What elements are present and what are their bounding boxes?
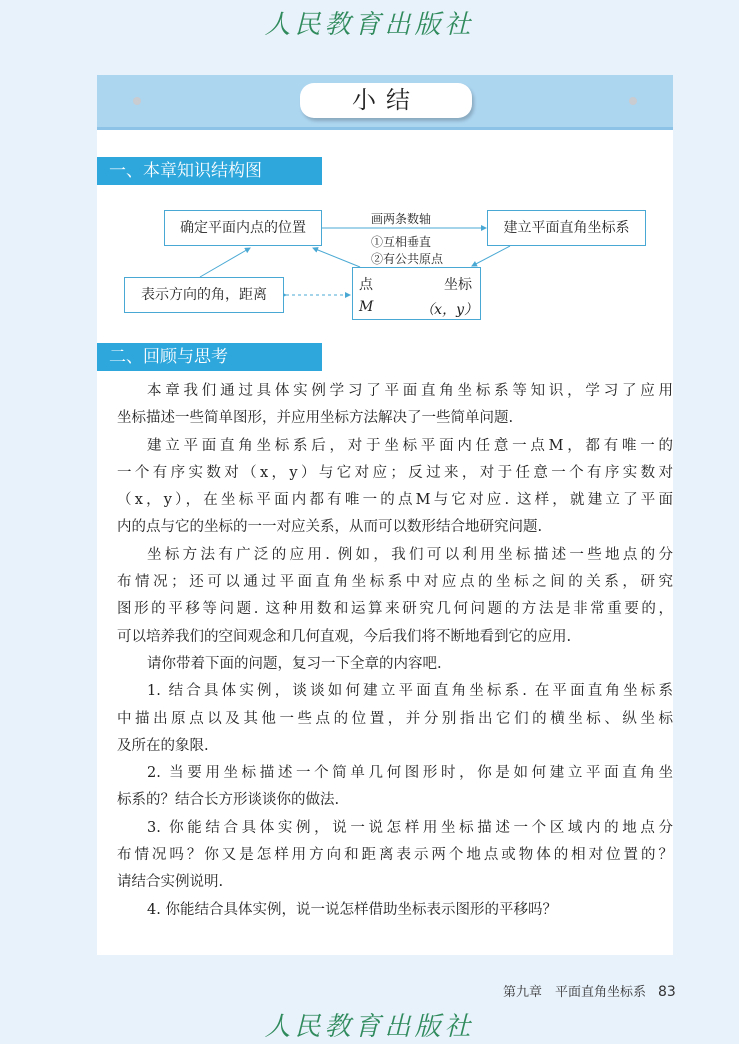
- text-line: 建立平面直角坐标系后，对于坐标平面内任意一点M，都有唯一的: [147, 437, 673, 454]
- diagram-arrows: [0, 0, 739, 400]
- box-point-coordinate: [352, 267, 481, 320]
- axis-label: 画两条数轴: [371, 212, 432, 226]
- text-line: 内的点与它的坐标的一一对应关系，从而可以数形结合地研究问题.: [117, 519, 543, 536]
- text-line: 4. 你能结合具体实例，说一说怎样借助坐标表示图形的平移吗？: [147, 901, 557, 918]
- section-heading: 一、本章知识结构图: [97, 157, 322, 185]
- publisher-logo: 人民教育出版社: [264, 1012, 475, 1042]
- text-line: 中描出原点以及其他一些点的位置，并分别指出它们的横坐标、纵坐标: [117, 710, 673, 727]
- point-label: 点: [359, 277, 373, 293]
- text-line: 可以培养我们的空间观念和几何直观，今后我们将不断地看到它的应用.: [117, 628, 572, 645]
- coord-label: 坐标: [444, 277, 472, 293]
- condition-2: ②有公共原点: [371, 252, 444, 266]
- review-text: [117, 378, 673, 924]
- text-line: 请你带着下面的问题，复习一下全章的内容吧.: [147, 655, 442, 672]
- text-line: 标系的？结合长方形谈谈你的做法.: [117, 792, 340, 809]
- box-position: 确定平面内点的位置: [164, 210, 322, 246]
- arrow: [472, 246, 510, 266]
- text-line: 2. 当要用坐标描述一个简单几何图形时，你是如何建立平面直角坐: [147, 765, 673, 782]
- text-line: 本章我们通过具体实例学习了平面直角坐标系等知识，学习了应用: [147, 383, 673, 399]
- arrow: [313, 248, 360, 267]
- chapter-title: 第九章 平面直角坐标系: [503, 985, 647, 1000]
- text-line: 坐标方法有广泛的应用. 例如，我们可以利用坐标描述一些地点的分: [147, 546, 673, 563]
- text-line: 请结合实例说明.: [117, 874, 224, 891]
- text-line: 1. 结合具体实例，谈谈如何建立平面直角坐标系. 在平面直角坐标系: [147, 683, 673, 700]
- text-line: 一个有序实数对（x，y）与它对应；反过来，对于任意一个有序实数对: [117, 464, 673, 481]
- box-coordinate-system: 建立平面直角坐标系: [487, 210, 646, 246]
- text-line: 3. 你能结合具体实例，说一说怎样用坐标描述一个区域内的地点分: [147, 819, 673, 836]
- page-footer: [503, 981, 676, 1000]
- coord-var: （x，y）: [420, 302, 478, 318]
- page-number: 83: [658, 984, 676, 1000]
- page-title: 小结: [300, 83, 472, 118]
- condition-1: ①互相垂直: [371, 235, 432, 249]
- box-direction-distance: 表示方向的角，距离: [124, 277, 284, 313]
- text-line: （x，y），在坐标平面内都有唯一的点M与它对应. 这样，就建立了平面: [117, 492, 673, 509]
- text-line: 布情况吗？你又是怎样用方向和距离表示两个地点或物体的相对位置的？: [117, 847, 673, 864]
- section-heading: 二、回顾与思考: [97, 343, 322, 371]
- text-line: 布情况；还可以通过平面直角坐标系中对应点的坐标之间的关系，研究: [117, 574, 673, 591]
- text-line: 坐标描述一些简单图形，并应用坐标方法解决了一些简单问题.: [117, 410, 514, 427]
- arrow: [200, 248, 250, 277]
- point-var: M: [359, 299, 374, 315]
- text-line: 及所在的象限.: [117, 737, 209, 754]
- text-line: 图形的平移等问题. 这种用数和运算来研究几何问题的方法是非常重要的，: [117, 601, 673, 618]
- publisher-logo: 人民教育出版社: [264, 10, 475, 40]
